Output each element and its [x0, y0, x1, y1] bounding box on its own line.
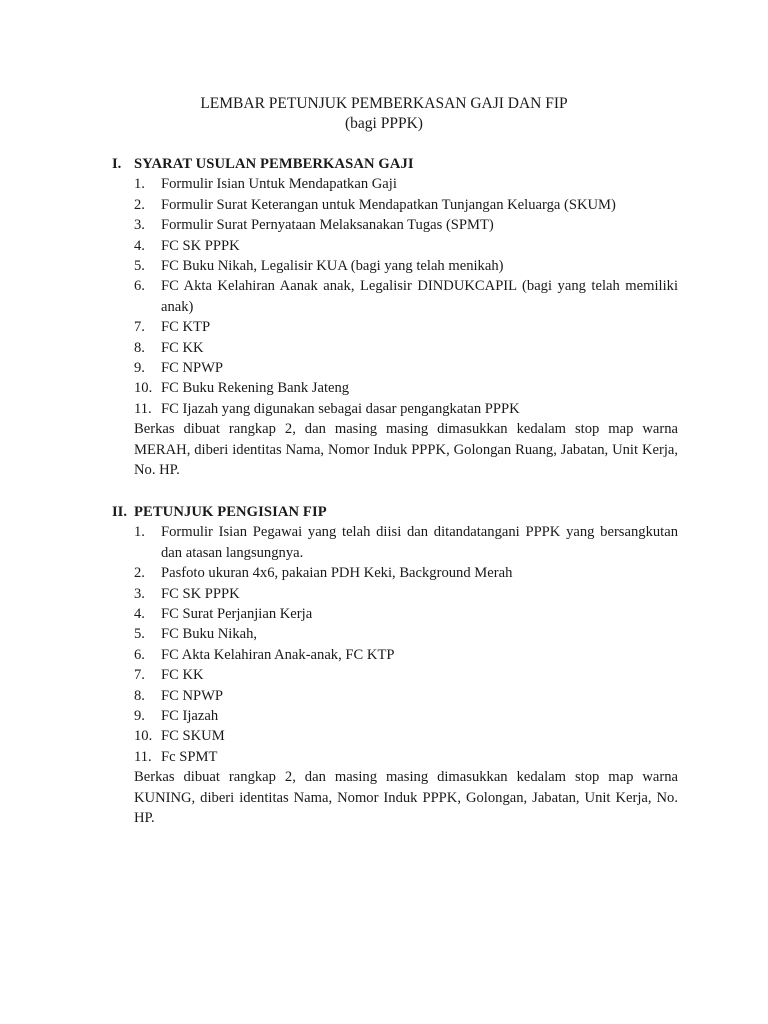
list-item [112, 584, 678, 604]
section-number: II. [112, 504, 128, 520]
item-number: 1. [134, 524, 145, 541]
item-text: FC SK PPPK [161, 237, 240, 254]
list-item [112, 215, 678, 235]
list-item [112, 317, 678, 337]
item-text: FC Buku Nikah, Legalisir KUA (bagi yang telah menikah) [161, 258, 504, 275]
item-text: FC Buku Nikah, [161, 626, 258, 643]
list-item [112, 645, 678, 665]
item-text: FC KK [161, 667, 204, 684]
document-subtitle: (bagi PPPK) [345, 115, 423, 132]
item-text: FC Akta Kelahiran Aanak anak, Legalisir DINDUKCAPIL (bagi yang telah memiliki anak) [161, 278, 678, 315]
list-item [112, 624, 678, 644]
list-item [112, 378, 678, 398]
item-text: FC Ijazah [161, 708, 219, 725]
item-number: 3. [134, 585, 145, 602]
document-title: LEMBAR PETUNJUK PEMBERKASAN GAJI DAN FIP [200, 95, 568, 112]
section-title: PETUNJUK PENGISIAN FIP [134, 504, 327, 520]
item-number: 4. [134, 237, 145, 254]
item-number: 8. [134, 687, 145, 704]
item-number: 8. [134, 339, 145, 356]
item-number: 11. [134, 400, 152, 417]
item-number: 9. [134, 360, 145, 377]
item-number: 5. [134, 258, 145, 275]
list-item [112, 256, 678, 276]
list-item [112, 726, 678, 746]
item-number: 6. [134, 278, 145, 295]
item-text: FC SK PPPK [161, 585, 240, 602]
item-text: Formulir Isian Pegawai yang telah diisi dan ditandatangani PPPK yang bersangkutan dan atasan langsungnya. [161, 524, 678, 561]
item-text: FC NPWP [161, 687, 224, 704]
item-text: FC SKUM [161, 728, 225, 745]
instructions-list [112, 522, 678, 767]
item-text: Fc SPMT [161, 748, 218, 765]
list-item [112, 195, 678, 215]
item-text: Formulir Isian Untuk Mendapatkan Gaji [161, 176, 397, 193]
list-item [112, 174, 678, 194]
list-item [112, 236, 678, 256]
item-number: 2. [134, 565, 145, 582]
item-number: 4. [134, 606, 145, 623]
item-number: 9. [134, 708, 145, 725]
item-text: FC Akta Kelahiran Anak-anak, FC KTP [161, 646, 395, 663]
item-text: FC KTP [161, 319, 211, 336]
list-item [112, 563, 678, 583]
list-item [112, 706, 678, 726]
item-text: FC KK [161, 339, 204, 356]
item-number: 3. [134, 217, 145, 234]
list-item [112, 358, 678, 378]
section-syarat-usulan [112, 154, 678, 480]
item-text: FC NPWP [161, 360, 224, 377]
item-number: 5. [134, 626, 145, 643]
item-number: 10. [134, 728, 153, 745]
section-heading [112, 154, 678, 174]
section-note: Berkas dibuat rangkap 2, dan masing masing dimasukkan kedalam stop map warna MERAH, diberi identitas Nama, Nomor Induk PPPK, Golongan Ruang, Jabatan, Unit Kerja, No. HP. [134, 421, 678, 479]
requirements-list [112, 174, 678, 419]
section-petunjuk-fip [112, 502, 678, 828]
section-note: Berkas dibuat rangkap 2, dan masing masing dimasukkan kedalam stop map warna KUNING, diberi identitas Nama, Nomor Induk PPPK, Golongan, Jabatan, Unit Kerja, No. HP. [134, 769, 678, 827]
item-number: 6. [134, 646, 145, 663]
item-text: Pasfoto ukuran 4x6, pakaian PDH Keki, Background Merah [161, 565, 513, 582]
item-number: 7. [134, 319, 145, 336]
item-text: Formulir Surat Pernyataan Melaksanakan Tugas (SPMT) [161, 217, 494, 234]
list-item [112, 276, 678, 317]
item-number: 11. [134, 748, 152, 765]
list-item [112, 686, 678, 706]
item-text: FC Ijazah yang digunakan sebagai dasar pengangkatan PPPK [161, 400, 520, 417]
item-number: 2. [134, 196, 145, 213]
list-item [112, 604, 678, 624]
item-text: FC Buku Rekening Bank Jateng [161, 380, 350, 397]
list-item [112, 665, 678, 685]
list-item [112, 522, 678, 563]
list-item [112, 338, 678, 358]
item-text: FC Surat Perjanjian Kerja [161, 606, 313, 623]
item-number: 1. [134, 176, 145, 193]
section-heading [112, 502, 678, 522]
section-number: I. [112, 156, 122, 172]
list-item [112, 399, 678, 419]
list-item [112, 747, 678, 767]
section-title: SYARAT USULAN PEMBERKASAN GAJI [134, 156, 414, 172]
item-number: 7. [134, 667, 145, 684]
item-number: 10. [134, 380, 153, 397]
item-text: Formulir Surat Keterangan untuk Mendapatkan Tunjangan Keluarga (SKUM) [161, 196, 616, 213]
